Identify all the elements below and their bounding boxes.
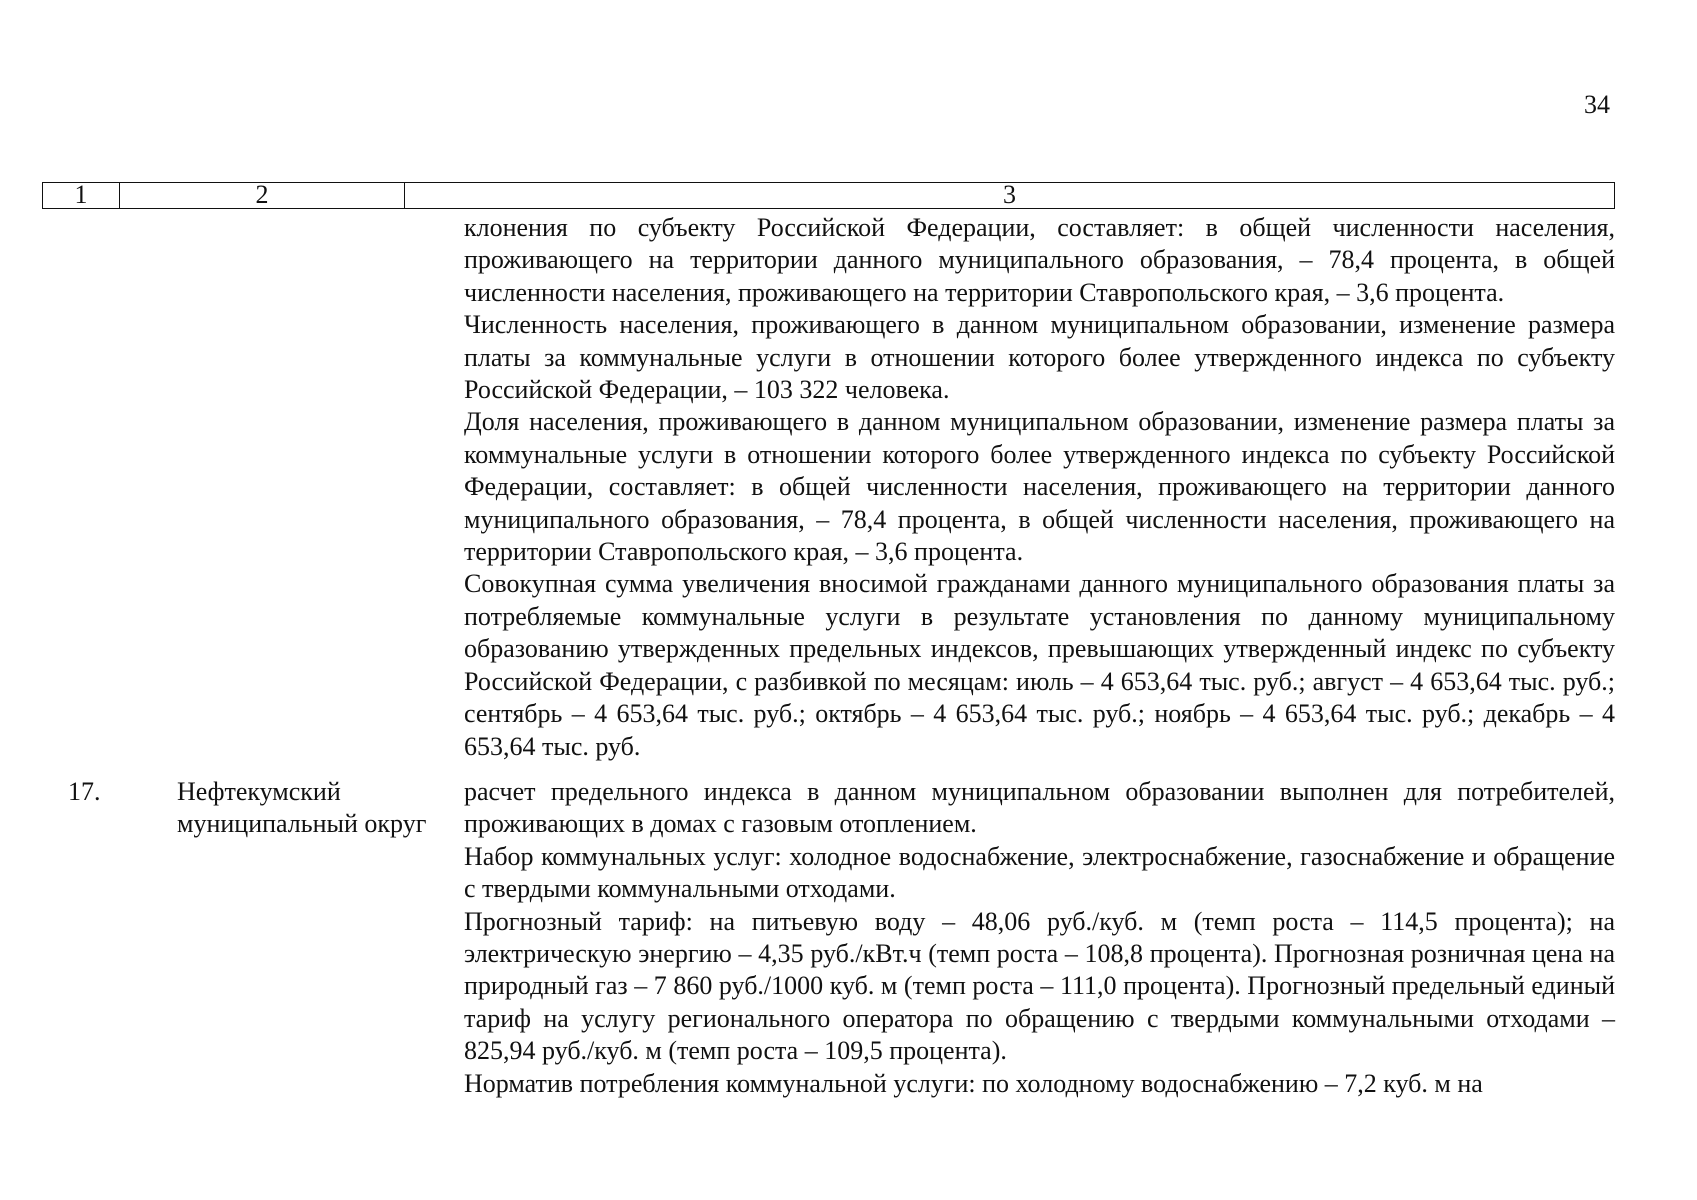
paragraph: клонения по субъекту Российской Федерации, составляет: в общей численности населения, проживающего на территории данного муниципального образования, – 78,4 процента, в общей численности населения, проживающего на территории Ставропольского края, – 3,6 процента.: [464, 213, 1615, 307]
table-row-continuation: [42, 212, 1615, 763]
table-header-col-2: 2: [120, 183, 405, 208]
table-header-col-1: 1: [43, 183, 120, 208]
paragraph: Набор коммунальных услуг: холодное водоснабжение, электроснабжение, газоснабжение и обращение с твердыми коммунальными отходами.: [464, 841, 1615, 904]
paragraph: расчет предельного индекса в данном муниципальном образовании выполнен для потребителей, проживающих в домах с газовым отоплением.: [464, 777, 1615, 839]
table-header-row: [42, 182, 1615, 209]
page-number: 34: [1584, 90, 1610, 119]
row-name: Нефтекумский муниципальный округ: [177, 777, 427, 839]
paragraph: Норматив потребления коммунальной услуги: по холодному водоснабжению – 7,2 куб. м на: [464, 1068, 1483, 1098]
row-description: [464, 776, 1615, 1100]
row-number: [42, 212, 119, 763]
table-header-col-3: 3: [1003, 180, 1016, 209]
paragraph: Прогнозный тариф: на питьевую воду – 48,06 руб./куб. м (темп роста – 114,5 процента); на электрическую энергию – 4,35 руб./кВт.ч (темп роста – 108,8 процента). Прогнозная розничная цена на природный газ – 7 860 руб./1000 куб. м (темп роста – 111,0 процента). Прогнозный предельный единый тариф на услугу регионального оператора по обращению с твердыми коммунальными отходами – 825,94 руб./куб. м (темп роста – 109,5 процента).: [464, 906, 1615, 1066]
paragraph: Доля населения, проживающего в данном муниципальном образовании, изменение размера платы за коммунальные услуги в отношении которого более утвержденного индекса по субъекту Российской Федерации, составляет: в общей численности населения, проживающего на территории данного муниципального образования, – 78,4 процента, в общей численности населения, проживающего на территории Ставропольского края, – 3,6 процента.: [464, 407, 1615, 567]
row-number: 17.: [68, 777, 101, 806]
paragraph: Совокупная сумма увеличения вносимой гражданами данного муниципального образования платы за потребляемые коммунальные услуги в результате установления по данному муниципальному образованию утвержденных предельных индексов, превышающих утвержденный индекс по субъекту Российской Федерации, с разбивкой по месяцам: июль – 4 653,64 тыс. руб.; август – 4 653,64 тыс. руб.; сентябрь – 4 653,64 тыс. руб.; октябрь – 4 653,64 тыс. руб.; ноябрь – 4 653,64 тыс. руб.; декабрь – 4 653,64 тыс. руб.: [464, 569, 1615, 761]
table-row-17: [42, 776, 1615, 1100]
row-name: [119, 212, 464, 763]
row-description: [464, 212, 1615, 763]
paragraph: Численность населения, проживающего в данном муниципальном образовании, изменение размера платы за коммунальные услуги в отношении которого более утвержденного индекса по субъекту Российской Федерации, – 103 322 человека.: [464, 310, 1615, 405]
